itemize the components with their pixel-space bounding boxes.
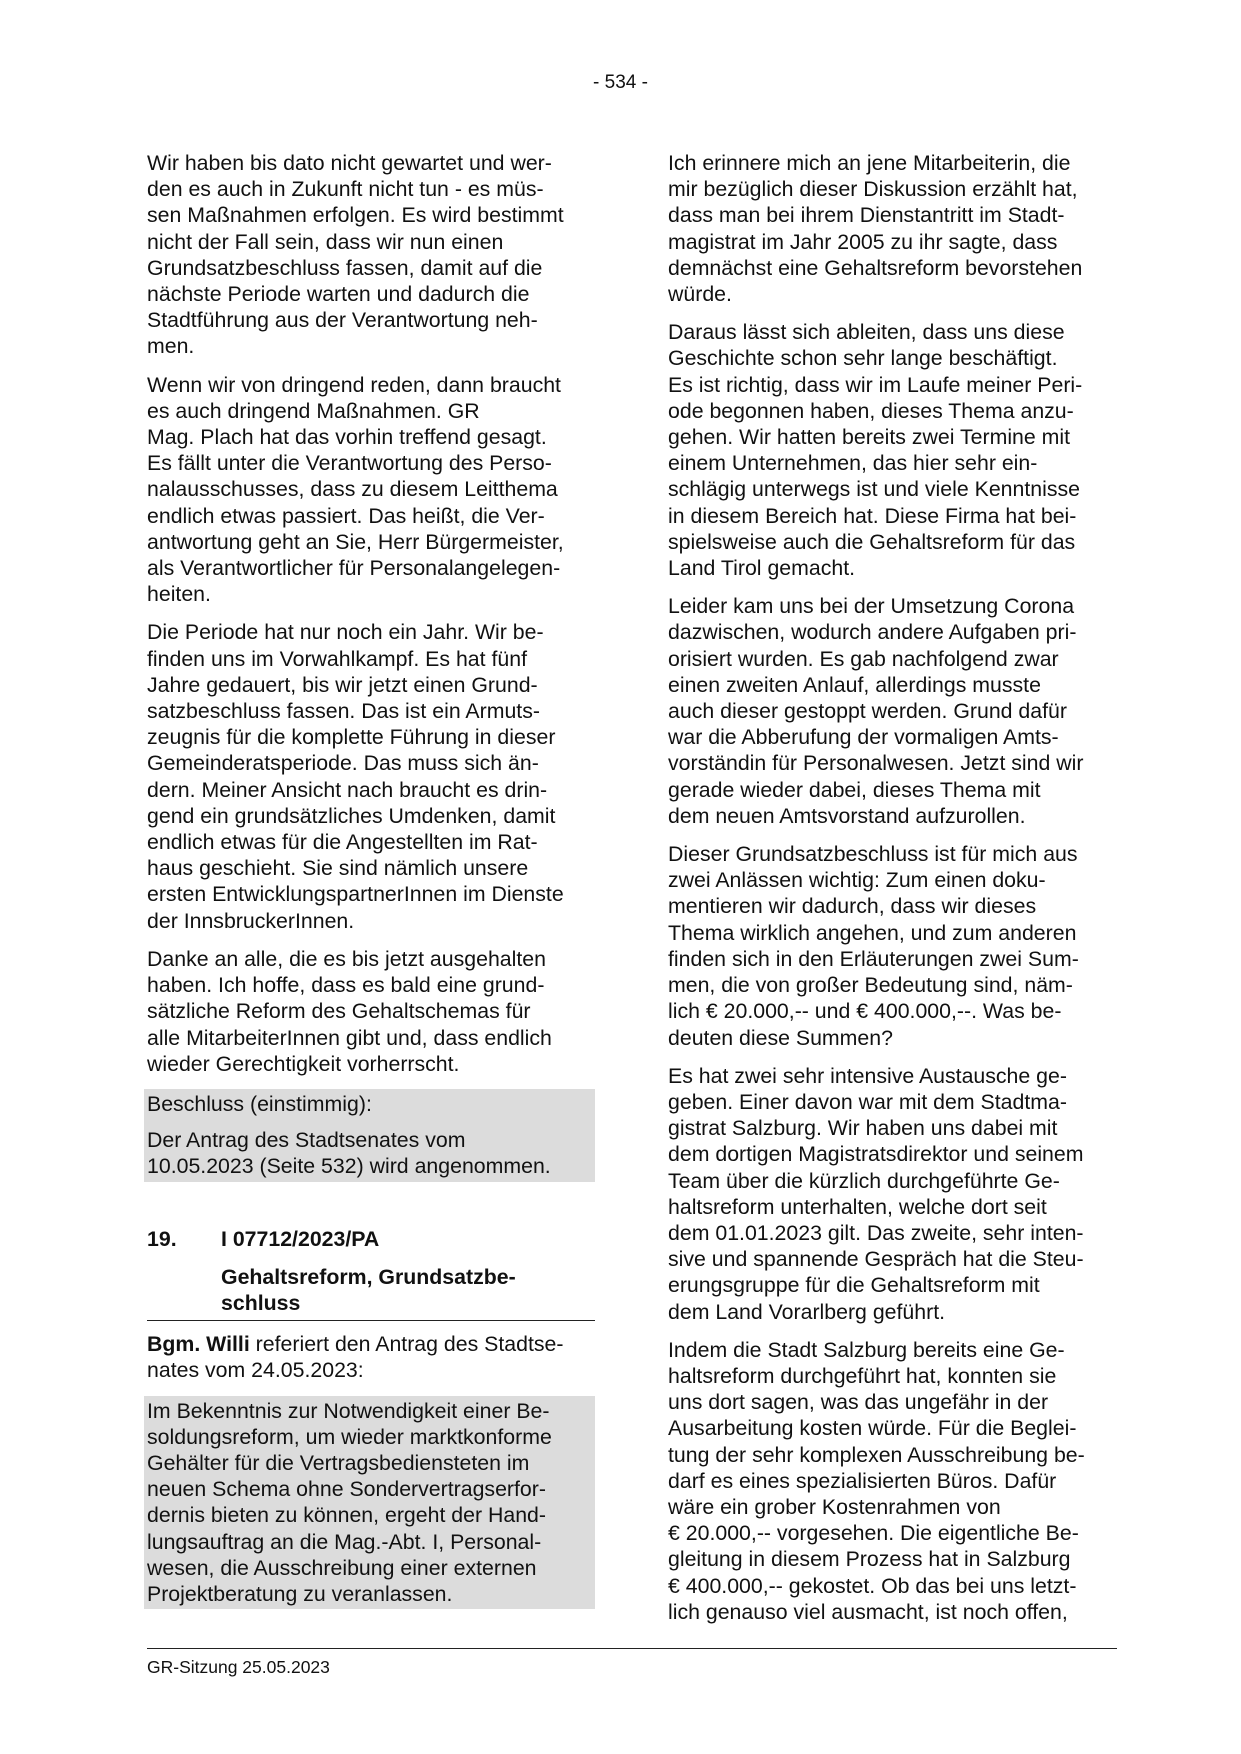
text-line: neuen Schema ohne Sondervertragserfor- (147, 1477, 546, 1502)
agenda-heading (147, 1226, 595, 1252)
text-line: zwei Anlässen wichtig: Zum einen doku- (668, 868, 1046, 893)
text-line: men. (147, 334, 195, 359)
text-line: lungsauftrag an die Mag.-Abt. I, Personal- (147, 1529, 542, 1554)
text-line: Mag. Plach hat das vorhin treffend gesagt. (147, 425, 547, 450)
text-line: dem dortigen Magistratsdirektor und seinem (668, 1142, 1084, 1167)
text-line: men, die von großer Bedeutung sind, näm- (668, 973, 1073, 998)
text-line: nates vom 24.05.2023: (147, 1358, 364, 1383)
paragraph (668, 150, 1116, 307)
text-line: Es hat zwei sehr intensive Austausche ge- (668, 1063, 1067, 1088)
text-line: in diesem Bereich hat. Diese Firma hat bei- (668, 503, 1077, 528)
text-line: schluss (221, 1290, 301, 1315)
text-line: dem neuen Amtsvorstand aufzurollen. (668, 803, 1026, 828)
text-line: Es ist richtig, dass wir im Laufe meiner Peri- (668, 372, 1083, 397)
text-line: schlägig unterwegs ist und viele Kenntnisse (668, 477, 1080, 502)
text-line: mentieren wir dadurch, dass wir dieses (668, 894, 1037, 919)
agenda-item (147, 1226, 595, 1322)
agenda-code: I 07712/2023/PA (221, 1226, 380, 1251)
text-line: Es fällt unter die Verantwortung des Perso- (147, 451, 552, 476)
resolution-heading: Beschluss (einstimmig): (147, 1091, 372, 1116)
text-line: würde. (668, 282, 732, 307)
text-line: Ausarbeitung kosten würde. Für die Beglei- (668, 1416, 1077, 1441)
paragraph (668, 841, 1116, 1051)
text-line: lich € 20.000,-- und € 400.000,--. Was be- (668, 999, 1062, 1024)
text-line: mir bezüglich dieser Diskussion erzählt hat, (668, 177, 1078, 202)
text-line: darf es eines spezialisierten Büros. Dafür (668, 1468, 1057, 1493)
text-line: war die Abberufung der vormaligen Amts- (668, 725, 1059, 750)
text-line: soldungsreform, um wieder marktkonforme (147, 1424, 552, 1449)
text-line: haltsreform durchgeführt hat, konnten sie (668, 1363, 1057, 1388)
text-line: endlich etwas für die Angestellten im Rat- (147, 830, 538, 855)
text-line: magistrat im Jahr 2005 zu ihr sagte, dass (668, 229, 1058, 254)
text-line: gend ein grundsätzliches Umdenken, damit (147, 803, 556, 828)
text-line: es auch dringend Maßnahmen. GR (147, 398, 480, 423)
paragraph (147, 372, 595, 608)
speaker-intro-text: referiert den Antrag des Stadtse- (249, 1332, 564, 1357)
text-line: dass man bei ihrem Dienstantritt im Stadt- (668, 203, 1065, 228)
text-line: vorständin für Personalwesen. Jetzt sind wir (668, 751, 1084, 776)
text-line: wesen, die Ausschreibung einer externen (147, 1555, 537, 1580)
text-line: Stadtführung aus der Verantwortung neh- (147, 308, 538, 333)
text-line: Jahre gedauert, bis wir jetzt einen Grund- (147, 672, 538, 697)
text-line: dem Land Vorarlberg geführt. (668, 1299, 946, 1324)
text-line: Ich erinnere mich an jene Mitarbeiterin, die (668, 151, 1071, 175)
text-line: Im Bekenntnis zur Notwendigkeit einer Be- (147, 1398, 550, 1423)
text-line: dem 01.01.2023 gilt. Das zweite, sehr inten- (668, 1220, 1084, 1245)
agenda-number: 19. (147, 1226, 177, 1251)
text-line: dazwischen, wodurch andere Aufgaben pri- (668, 620, 1077, 645)
text-line: dern. Meiner Ansicht nach braucht es drin- (147, 777, 548, 802)
text-line: einen zweiten Anlauf, allerdings musste (668, 672, 1041, 697)
page-number: - 534 - (593, 72, 648, 93)
text-line: nalausschusses, dass zu diesem Leitthema (147, 477, 558, 502)
text-line: dernis bieten zu können, ergeht der Hand- (147, 1503, 546, 1528)
text-line: Die Periode hat nur noch ein Jahr. Wir be- (147, 620, 544, 645)
text-line: Leider kam uns bei der Umsetzung Corona (668, 594, 1075, 619)
left-column (147, 150, 595, 1609)
text-line: tung der sehr komplexen Ausschreibung be- (668, 1442, 1085, 1467)
text-line: demnächst eine Gehaltsreform bevorstehen (668, 255, 1083, 280)
paragraph (668, 319, 1116, 581)
text-line: Gehaltsreform, Grundsatzbe- (221, 1264, 516, 1289)
paragraph (147, 619, 595, 933)
text-line: lich genauso viel ausmacht, ist noch offen, (668, 1599, 1068, 1624)
text-line: geben. Einer davon war mit dem Stadtma- (668, 1089, 1067, 1114)
text-line: gerade wieder dabei, dieses Thema mit (668, 777, 1041, 802)
speaker-intro (147, 1331, 595, 1383)
footer-divider (147, 1648, 1117, 1649)
text-line: Team über die kürzlich durchgeführte Ge- (668, 1168, 1060, 1193)
text-line: als Verantwortlicher für Personalangelegen- (147, 556, 561, 581)
text-line: ode begonnen haben, dieses Thema anzu- (668, 398, 1074, 423)
resolution-text (147, 1127, 592, 1179)
text-line: den es auch in Zukunft nicht tun - es müs- (147, 177, 544, 202)
text-line: endlich etwas passiert. Das heißt, die Ver- (147, 503, 545, 528)
text-line: orisiert wurden. Es gab nachfolgend zwar (668, 646, 1059, 671)
right-column (668, 150, 1116, 1637)
text-line: wäre ein grober Kostenrahmen von (668, 1494, 1001, 1519)
text-line: Gemeinderatsperiode. Das muss sich än- (147, 751, 539, 776)
text-line: Der Antrag des Stadtsenates vom (147, 1128, 466, 1153)
text-line: zeugnis für die komplette Führung in dieser (147, 725, 556, 750)
motion-box (144, 1396, 595, 1610)
text-line: nächste Periode warten und dadurch die (147, 282, 530, 307)
text-line: sätzliche Reform des Gehaltschemas für (147, 999, 531, 1024)
agenda-title (147, 1264, 595, 1321)
text-line: wieder Gerechtigkeit vorherrscht. (147, 1051, 460, 1076)
text-line: 10.05.2023 (Seite 532) wird angenommen. (147, 1154, 551, 1179)
text-line: ersten EntwicklungspartnerInnen im Dienste (147, 882, 564, 907)
speaker-name: Bgm. Willi (147, 1332, 250, 1357)
text-line: sive und spannende Gespräch hat die Steu- (668, 1247, 1084, 1272)
resolution-box (144, 1089, 595, 1182)
paragraph (668, 593, 1116, 829)
text-line: Wir haben bis dato nicht gewartet und wer- (147, 151, 552, 175)
paragraph (147, 946, 595, 1077)
text-line: Danke an alle, die es bis jetzt ausgehalten (147, 946, 546, 971)
text-line: finden uns im Vorwahlkampf. Es hat fünf (147, 646, 527, 671)
text-line: der InnsbruckerInnen. (147, 908, 355, 933)
text-line: Dieser Grundsatzbeschluss ist für mich aus (668, 842, 1078, 867)
text-line: sen Maßnahmen erfolgen. Es wird bestimmt (147, 203, 564, 228)
text-line: alle MitarbeiterInnen gibt und, dass endlich (147, 1025, 552, 1050)
text-line: nicht der Fall sein, dass wir nun einen (147, 229, 504, 254)
text-line: uns dort sagen, was das ungefähr in der (668, 1390, 1049, 1415)
text-line: Daraus lässt sich ableiten, dass uns diese (668, 320, 1065, 345)
text-line: haben. Ich hoffe, dass es bald eine grund- (147, 973, 545, 998)
text-line: € 400.000,-- gekostet. Ob das bei uns letzt- (668, 1573, 1077, 1598)
text-line: Grundsatzbeschluss fassen, damit auf die (147, 255, 543, 280)
text-line: Projektberatung zu veranlassen. (147, 1581, 453, 1606)
text-line: haus geschieht. Sie sind nämlich unsere (147, 856, 529, 881)
text-line: Wenn wir von dringend reden, dann braucht (147, 372, 561, 397)
text-line: erungsgruppe für die Gehaltsreform mit (668, 1273, 1040, 1298)
motion-text (147, 1398, 592, 1608)
text-line: finden sich in den Erläuterungen zwei Sum- (668, 946, 1079, 971)
paragraph (147, 150, 595, 360)
text-line: Land Tirol gemacht. (668, 556, 856, 581)
text-line: gleitung in diesem Prozess hat in Salzburg (668, 1547, 1071, 1572)
text-line: auch dieser gestoppt werden. Grund dafür (668, 699, 1067, 724)
text-line: haltsreform unterhalten, welche dort seit (668, 1194, 1047, 1219)
text-line: deuten diese Summen? (668, 1025, 893, 1050)
text-line: antwortung geht an Sie, Herr Bürgermeister, (147, 529, 564, 554)
paragraph (668, 1063, 1116, 1325)
text-line: gehen. Wir hatten bereits zwei Termine mit (668, 425, 1071, 450)
text-line: Thema wirklich angehen, und zum anderen (668, 920, 1077, 945)
text-line: Indem die Stadt Salzburg bereits eine Ge- (668, 1337, 1065, 1362)
paragraph (668, 1337, 1116, 1625)
text-line: einem Unternehmen, das hier sehr ein- (668, 451, 1038, 476)
text-line: gistrat Salzburg. Wir haben uns dabei mit (668, 1116, 1058, 1141)
text-line: satzbeschluss fassen. Das ist ein Armuts- (147, 699, 540, 724)
text-line: Gehälter für die Vertragsbediensteten im (147, 1450, 530, 1475)
text-line: spielsweise auch die Gehaltsreform für das (668, 529, 1076, 554)
text-line (147, 1331, 595, 1357)
text-line: Geschichte schon sehr lange beschäftigt. (668, 346, 1058, 371)
footer-text: GR-Sitzung 25.05.2023 (147, 1657, 330, 1677)
text-line: € 20.000,-- vorgesehen. Die eigentliche Be- (668, 1521, 1079, 1546)
text-line: heiten. (147, 582, 211, 607)
